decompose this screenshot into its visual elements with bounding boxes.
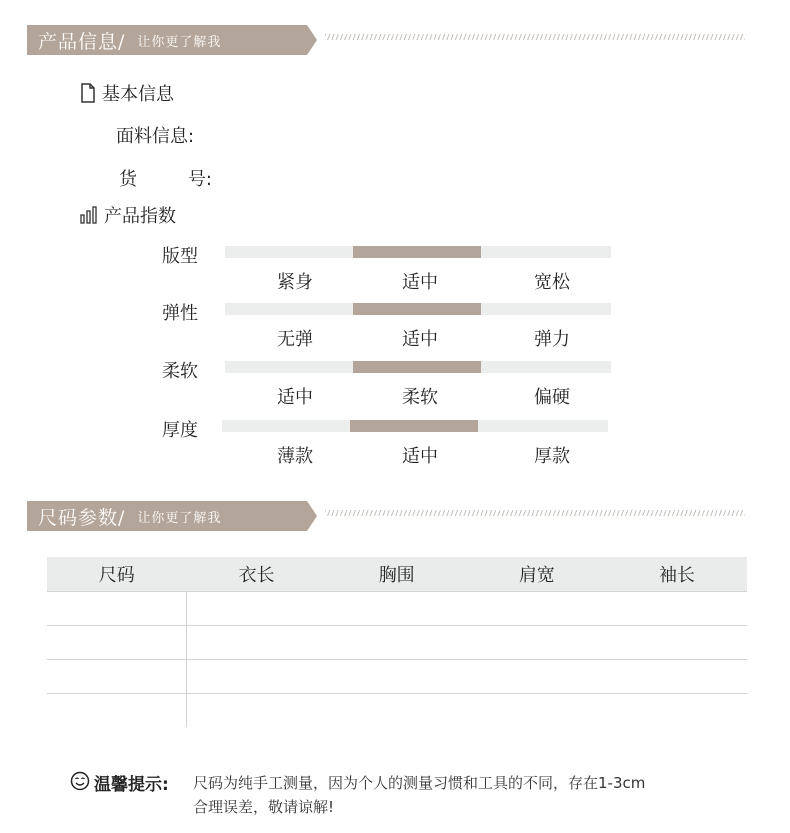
sku-label-char-1: 货: [119, 169, 137, 190]
document-icon: [80, 83, 96, 103]
index-option: 紧身: [277, 272, 313, 293]
smile-icon: [70, 771, 90, 791]
size-banner-title: 尺码参数/: [38, 506, 126, 529]
index-label: 版型: [162, 246, 198, 267]
index-option: 厚款: [534, 446, 570, 467]
index-bar-selected: [353, 246, 481, 258]
product-index-label: 产品指数: [104, 206, 176, 227]
basic-info-label: 基本信息: [102, 84, 174, 105]
size-table-header: [47, 557, 747, 592]
bar-chart-icon: [80, 206, 98, 224]
index-label: 柔软: [162, 361, 198, 382]
index-bar-selected: [350, 420, 478, 432]
index-option: 柔软: [402, 387, 438, 408]
table-cell: [187, 660, 748, 694]
tip-line-1: 尺码为纯手工测量，因为个人的测量习惯和工具的不同，存在1-3cm: [193, 774, 646, 792]
index-option: 适中: [277, 387, 313, 408]
table-row: [47, 694, 747, 728]
product-info-banner: [27, 25, 307, 55]
size-table: [47, 557, 747, 727]
product-index-heading: [80, 202, 176, 228]
size-banner-arrow: [307, 501, 317, 531]
index-option: 适中: [402, 272, 438, 293]
size-banner-divider: [325, 510, 745, 516]
sku-label-char-2: 号:: [187, 169, 212, 190]
header-chest: 胸围: [327, 557, 467, 592]
table-cell: [47, 694, 187, 728]
header-size: 尺码: [47, 557, 187, 592]
header-sleeve: 袖长: [607, 557, 747, 592]
index-label: 弹性: [162, 303, 198, 324]
index-option: 宽松: [534, 272, 570, 293]
table-cell: [187, 694, 748, 728]
banner-divider: [325, 34, 745, 40]
table-cell: [187, 626, 748, 660]
index-option: 适中: [402, 446, 438, 467]
index-label: 厚度: [162, 420, 198, 441]
banner-title: 产品信息/: [38, 30, 126, 53]
index-option: 薄款: [277, 446, 313, 467]
header-shoulder: 肩宽: [467, 557, 607, 592]
index-bar-selected: [353, 361, 481, 373]
index-option: 偏硬: [534, 387, 570, 408]
sku-label: [119, 165, 212, 191]
table-cell: [47, 626, 187, 660]
table-row: [47, 660, 747, 694]
index-option: 无弹: [277, 329, 313, 350]
table-row: [47, 626, 747, 660]
index-option: 适中: [402, 329, 438, 350]
basic-info-heading: [80, 80, 174, 106]
banner-subtitle: 让你更了解我: [137, 34, 222, 50]
tip-title: 温馨提示:: [94, 775, 169, 795]
size-banner-subtitle: 让你更了解我: [137, 510, 222, 526]
table-row: [47, 592, 747, 626]
banner-arrow: [307, 25, 317, 55]
fabric-info-label: 面料信息:: [116, 126, 195, 147]
table-cell: [187, 592, 748, 626]
size-banner: [27, 501, 307, 531]
tip-line-2: 合理误差，敬请谅解!: [193, 798, 335, 816]
header-length: 衣长: [187, 557, 327, 592]
index-bar-selected: [353, 303, 481, 315]
index-option: 弹力: [534, 329, 570, 350]
table-cell: [47, 660, 187, 694]
table-cell: [47, 592, 187, 626]
